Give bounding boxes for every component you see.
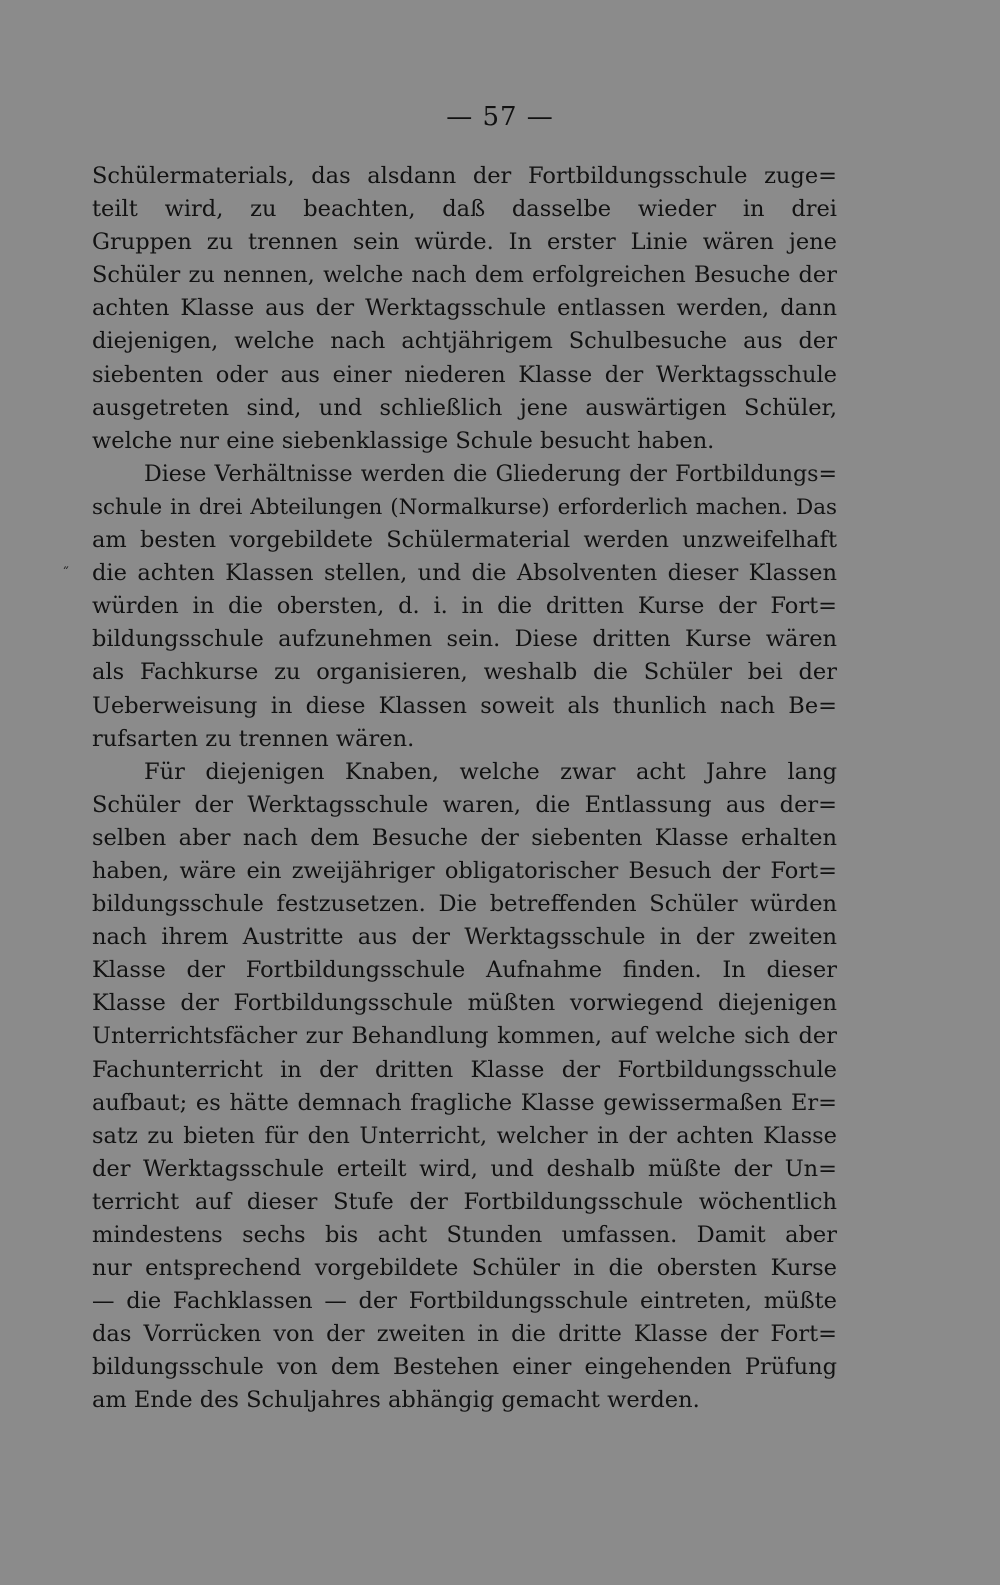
text-line: ausgetreten sind, und schließlich jene auswärtigen Schüler, bbox=[92, 394, 837, 421]
text-line: Ueberweisung in diese Klassen soweit als thunlich nach Be= bbox=[92, 692, 837, 719]
body-text bbox=[92, 160, 837, 1418]
text-line: haben, wäre ein zweijähriger obligatorischer Besuch der Fort= bbox=[92, 857, 837, 884]
text-line: bildungsschule festzusetzen. Die betreffenden Schüler würden bbox=[92, 891, 837, 918]
text-line: als Fachkurse zu organisieren, weshalb die Schüler bei der bbox=[92, 659, 837, 686]
paragraph-3 bbox=[92, 756, 837, 1418]
text-line: teilt wird, zu beachten, daß dasselbe wieder in drei bbox=[92, 196, 837, 223]
text-line: rufsarten zu trennen wären. bbox=[92, 725, 415, 752]
text-line: schule in drei Abteilungen (Normalkurse) erforderlich machen. Das bbox=[92, 494, 837, 520]
text-line: siebenten oder aus einer niederen Klasse der Werktagsschule bbox=[92, 361, 837, 388]
text-line: aufbaut; es hätte demnach fragliche Klasse gewissermaßen Er= bbox=[92, 1089, 837, 1116]
text-line: bildungsschule von dem Bestehen einer eingehenden Prüfung bbox=[92, 1354, 837, 1381]
text-line: das Vorrücken von der zweiten in die dritte Klasse der Fort= bbox=[92, 1321, 837, 1348]
text-line: Gruppen zu trennen sein würde. In erster Linie wären jene bbox=[92, 229, 837, 256]
text-line: am Ende des Schuljahres abhängig gemacht werden. bbox=[92, 1387, 700, 1414]
text-line: satz zu bieten für den Unterricht, welcher in der achten Klasse bbox=[92, 1122, 837, 1149]
text-line: Unterrichtsfächer zur Behandlung kommen, auf welche sich der bbox=[92, 1023, 837, 1050]
text-line: Für diejenigen Knaben, welche zwar acht Jahre lang bbox=[144, 758, 837, 785]
text-line: Fachunterricht in der dritten Klasse der Fortbildungsschule bbox=[92, 1056, 837, 1083]
text-line: Klasse der Fortbildungsschule müßten vorwiegend diejenigen bbox=[92, 990, 837, 1017]
text-line: nur entsprechend vorgebildete Schüler in die obersten Kurse bbox=[92, 1255, 837, 1282]
text-line: nach ihrem Austritte aus der Werktagsschule in der zweiten bbox=[92, 924, 837, 951]
text-line: diejenigen, welche nach achtjährigem Schulbesuche aus der bbox=[92, 328, 837, 355]
text-line: Schülermaterials, das alsdann der Fortbildungsschule zuge= bbox=[92, 163, 837, 189]
margin-mark: ˝ bbox=[62, 566, 69, 582]
text-line: selben aber nach dem Besuche der siebenten Klasse erhalten bbox=[92, 824, 837, 851]
text-line: Klasse der Fortbildungsschule Aufnahme finden. In dieser bbox=[92, 957, 837, 984]
text-line: würden in die obersten, d. i. in die dritten Kurse der Fort= bbox=[92, 593, 837, 620]
text-line: — die Fachklassen — der Fortbildungsschule eintreten, müßte bbox=[92, 1288, 837, 1315]
text-line: mindestens sechs bis acht Stunden umfassen. Damit aber bbox=[92, 1222, 837, 1248]
text-line: Schüler zu nennen, welche nach dem erfolgreichen Besuche der bbox=[92, 262, 837, 289]
text-line: Schüler der Werktagsschule waren, die Entlassung aus der= bbox=[92, 791, 837, 818]
text-line: bildungsschule aufzunehmen sein. Diese dritten Kurse wären bbox=[92, 626, 837, 653]
paragraph-1 bbox=[92, 160, 837, 458]
text-line: die achten Klassen stellen, und die Absolventen dieser Klassen bbox=[92, 560, 837, 587]
text-line: welche nur eine siebenklassige Schule besucht haben. bbox=[92, 427, 715, 454]
text-line: der Werktagsschule erteilt wird, und deshalb müßte der Un= bbox=[92, 1155, 837, 1182]
text-line: am besten vorgebildete Schülermaterial werden unzweifelhaft bbox=[92, 527, 837, 554]
page-number: — 57 — bbox=[446, 102, 554, 132]
text-line: achten Klasse aus der Werktagsschule entlassen werden, dann bbox=[92, 295, 837, 322]
paragraph-2 bbox=[92, 458, 837, 756]
text-line: terricht auf dieser Stufe der Fortbildungsschule wöchentlich bbox=[92, 1188, 837, 1215]
text-line: Diese Verhältnisse werden die Gliederung der Fortbildungs= bbox=[144, 460, 837, 487]
